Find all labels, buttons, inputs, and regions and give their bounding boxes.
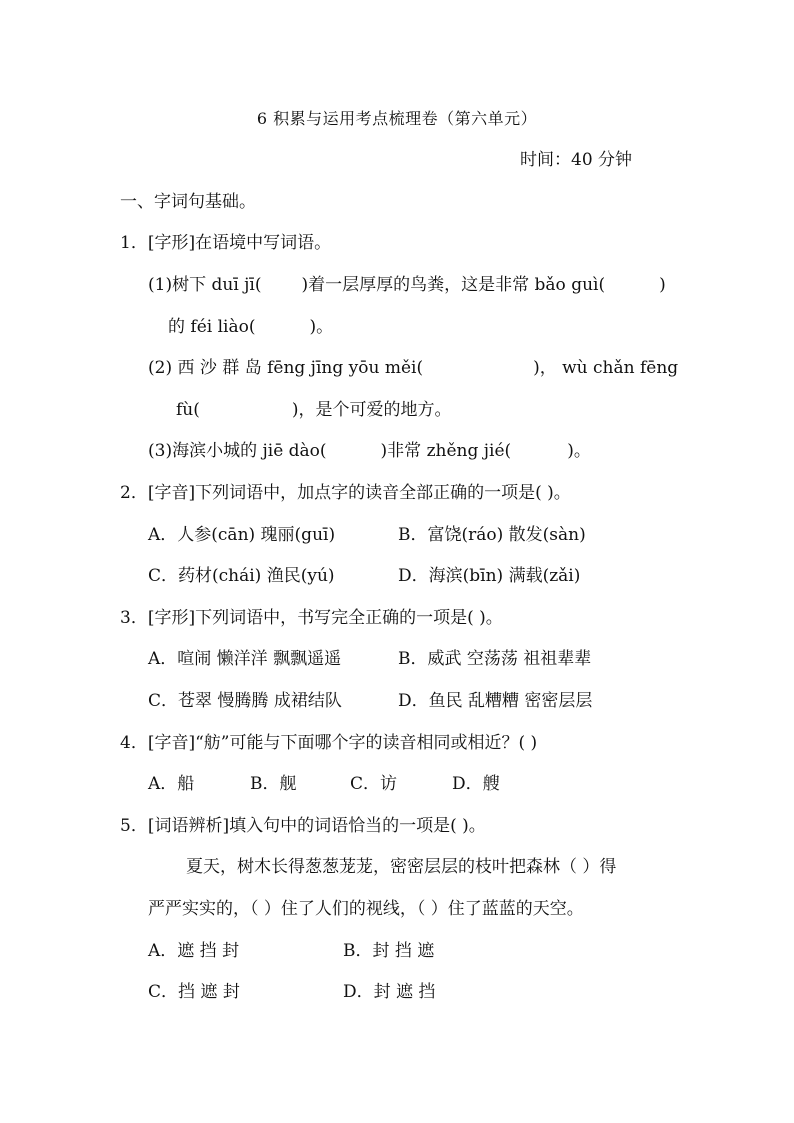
q1-l5c: )。 [567,441,591,461]
page-title: 6 积累与运用考点梳理卷（第六单元） [256,109,538,128]
question-1-line-4 [176,397,452,423]
question-2-options-row-2 [148,563,580,589]
option-b[interactable]: B．富饶(ráo) 散发(sàn) [398,525,586,545]
question-2-options-row-1 [148,522,586,548]
q1-l5b: )非常 zhěng jié( [380,441,512,461]
question-5-passage-line-1: 夏天，树木长得葱葱茏茏，密密层层的枝叶把森林（ ）得 [186,857,617,877]
question-4-options [148,771,500,797]
question-1-line-5 [148,438,591,464]
q1-l2a: 的 féi liào( [168,317,256,337]
question-4-stem: 4．[字音]“舫”可能与下面哪个字的读音相同或相近？( ) [120,733,538,753]
option-d[interactable]: D．海滨(bīn) 满载(zǎi) [398,566,581,586]
section-heading: 一、字词句基础。 [120,192,256,212]
option-b[interactable]: B．封 挡 遮 [343,941,435,961]
q1-l3b: )， wù chǎn fēng [533,358,679,378]
q1-l2b: )。 [309,317,334,337]
q1-l4b: )，是个可爱的地方。 [291,400,452,420]
question-5-stem: 5．[词语辨析]填入句中的词语恰当的一项是( )。 [120,816,486,836]
question-1-line-3 [148,355,678,381]
q1-l5a: (3)海滨小城的 jiē dào( [148,441,327,461]
question-5-options-row-1 [148,938,434,964]
option-c[interactable]: C．访 [350,774,398,794]
q1-l1b: )着一层厚厚的鸟粪，这是非常 bǎo guì( [301,275,606,295]
option-d[interactable]: D．封 遮 挡 [343,982,436,1002]
option-d[interactable]: D．鱼民 乱糟糟 密密层层 [398,691,593,711]
option-c[interactable]: C．挡 遮 封 [148,982,240,1002]
option-c[interactable]: C．药材(chái) 渔民(yú) [148,566,335,586]
question-2-stem: 2．[字音]下列词语中，加点字的读音全部正确的一项是( )。 [120,483,571,503]
q1-l1c: ) [659,275,666,295]
question-3-stem: 3．[字形]下列词语中，书写完全正确的一项是( )。 [120,608,503,628]
question-3-options-row-1 [148,646,591,672]
question-1-stem: 1．[字形]在语境中写词语。 [120,233,332,253]
option-a[interactable]: A．人参(cān) 瑰丽(guī) [148,525,336,545]
option-d[interactable]: D．艘 [452,774,500,794]
option-a[interactable]: A．遮 挡 封 [148,941,240,961]
q1-l3a: (2) 西 沙 群 岛 fēng jīng yōu měi( [148,358,424,378]
time-limit: 时间：40 分钟 [520,150,633,170]
option-c[interactable]: C．苍翠 慢腾腾 成裙结队 [148,691,342,711]
option-b[interactable]: B．威武 空荡荡 祖祖辈辈 [398,649,592,669]
option-b[interactable]: B．舰 [250,774,297,794]
q1-l1a: (1)树下 duī jī( [148,275,262,295]
option-a[interactable]: A．船 [148,774,195,794]
question-3-options-row-2 [148,688,592,714]
question-5-options-row-2 [148,979,435,1005]
question-1-line-2 [168,314,333,340]
option-a[interactable]: A．喧闹 懒洋洋 飘飘遥遥 [148,649,342,669]
question-5-passage-line-2: 严严实实的，（ ）住了人们的视线，（ ）住了蓝蓝的天空。 [148,899,584,919]
q1-l4a: fù( [176,400,200,420]
question-1-line-1 [148,272,666,298]
